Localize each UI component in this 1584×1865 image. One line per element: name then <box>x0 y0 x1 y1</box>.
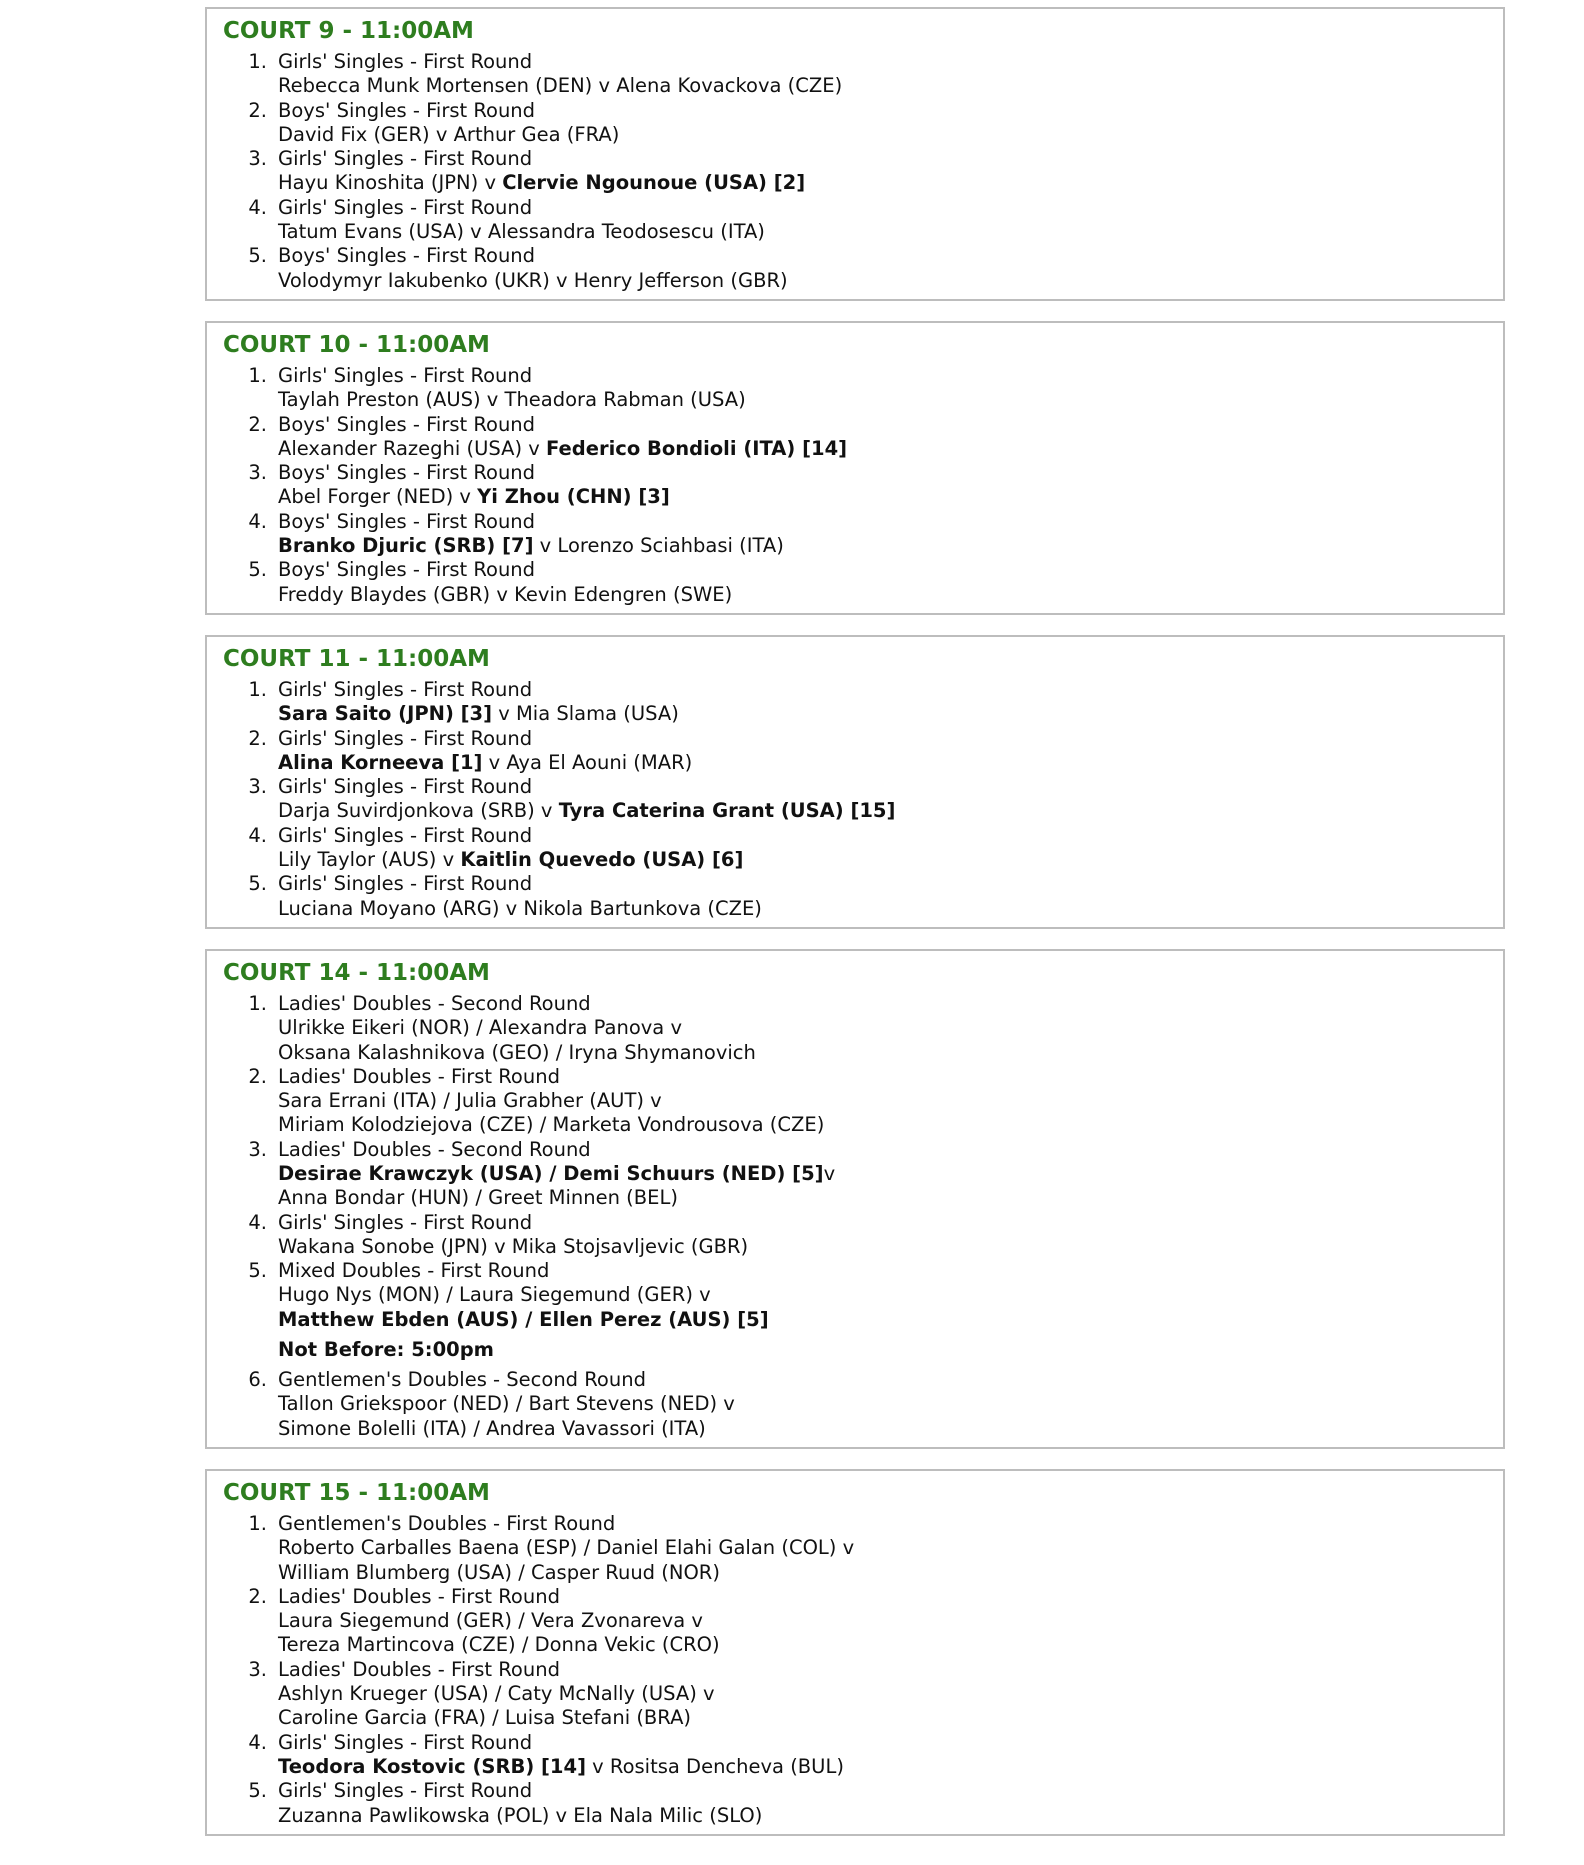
match-item <box>223 147 1487 196</box>
match-number: 3. <box>248 1137 267 1161</box>
seeded-player: Alina Korneeva [1] <box>278 750 483 774</box>
match-number: 3. <box>248 461 267 485</box>
player-text: Hayu Kinoshita (JPN) v <box>278 171 503 195</box>
match-list <box>223 1512 1487 1828</box>
match-players <box>278 171 1487 195</box>
match-item <box>223 1368 1487 1441</box>
match-list <box>223 678 1487 921</box>
match-players <box>278 74 1487 98</box>
match-details <box>278 244 1487 293</box>
player-text: Caroline Garcia (FRA) / Luisa Stefani (BRA) <box>278 1706 692 1730</box>
match-number: 5. <box>248 244 267 268</box>
match-event: Ladies' Doubles - First Round <box>278 1584 560 1608</box>
not-before-note: Not Before: 5:00pm <box>278 1338 495 1362</box>
match-players <box>278 437 1487 461</box>
match-players <box>278 1804 1487 1828</box>
player-text: v Aya El Aouni (MAR) <box>482 750 693 774</box>
match-event: Girls' Singles - First Round <box>278 147 533 171</box>
match-item <box>223 678 1487 727</box>
match-players <box>278 1113 1487 1137</box>
match-players <box>278 220 1487 244</box>
match-details <box>278 1658 1487 1731</box>
match-details <box>278 775 1487 824</box>
match-players <box>278 1682 1487 1706</box>
match-number: 2. <box>248 412 267 436</box>
match-event: Girls' Singles - First Round <box>278 363 533 387</box>
match-number: 4. <box>248 195 267 219</box>
player-text: Miriam Kolodziejova (CZE) / Marketa Vondrousova (CZE) <box>278 1113 825 1137</box>
match-details <box>278 1585 1487 1658</box>
match-players <box>278 1536 1487 1560</box>
match-event: Boys' Singles - First Round <box>278 461 536 485</box>
player-text: Luciana Moyano (ARG) v Nikola Bartunkova (CZE) <box>278 896 762 920</box>
match-item <box>223 1138 1487 1211</box>
match-details <box>278 872 1487 921</box>
match-item <box>223 510 1487 559</box>
match-players <box>278 848 1487 872</box>
player-text: Taylah Preston (AUS) v Theadora Rabman (USA) <box>278 388 746 412</box>
match-event: Gentlemen's Doubles - First Round <box>278 1511 616 1535</box>
seeded-player: Matthew Ebden (AUS) / Ellen Perez (AUS) [5] <box>278 1307 769 1331</box>
match-number: 1. <box>248 677 267 701</box>
player-text: v Rositsa Dencheva (BUL) <box>585 1754 844 1778</box>
match-event: Girls' Singles - First Round <box>278 775 533 799</box>
match-number: 5. <box>248 558 267 582</box>
match-item <box>223 992 1487 1065</box>
match-details <box>278 461 1487 510</box>
match-event: Girls' Singles - First Round <box>278 50 533 73</box>
match-number: 3. <box>248 147 267 171</box>
match-details <box>278 727 1487 776</box>
match-details <box>278 1211 1487 1260</box>
match-item <box>223 364 1487 413</box>
player-text: Darja Suvirdjonkova (SRB) v <box>278 799 559 823</box>
order-of-play <box>205 7 1505 1856</box>
seeded-player: Desirae Krawczyk (USA) / Demi Schuurs (NED) [5] <box>278 1161 824 1185</box>
match-details <box>278 992 1487 1065</box>
match-item <box>223 1779 1487 1828</box>
match-event: Ladies' Doubles - First Round <box>278 1657 560 1681</box>
match-event: Girls' Singles - First Round <box>278 872 533 896</box>
match-event: Ladies' Doubles - Second Round <box>278 1137 591 1161</box>
match-number: 3. <box>248 1657 267 1681</box>
seeded-player: Yi Zhou (CHN) [3] <box>477 485 670 509</box>
match-players <box>278 1561 1487 1585</box>
seeded-player: Branko Djuric (SRB) [7] <box>278 534 534 558</box>
match-players <box>278 897 1487 921</box>
match-details <box>278 1512 1487 1585</box>
match-number: 6. <box>248 1368 267 1392</box>
match-players <box>278 1162 1487 1186</box>
player-text: Roberto Carballes Baena (ESP) / Daniel Elahi Galan (COL) v <box>278 1536 855 1560</box>
match-event: Girls' Singles - First Round <box>278 823 533 847</box>
match-item <box>223 727 1487 776</box>
match-number: 1. <box>248 363 267 387</box>
match-item <box>223 824 1487 873</box>
match-event: Mixed Doubles - First Round <box>278 1259 550 1283</box>
match-players <box>278 1308 1487 1332</box>
player-text: Anna Bondar (HUN) / Greet Minnen (BEL) <box>278 1186 678 1210</box>
match-details <box>278 558 1487 607</box>
match-event: Ladies' Doubles - Second Round <box>278 991 591 1015</box>
match-players <box>278 1283 1487 1307</box>
match-players <box>278 485 1487 509</box>
match-number: 5. <box>248 872 267 896</box>
match-item <box>223 1731 1487 1780</box>
match-number: 2. <box>248 1584 267 1608</box>
match-players <box>278 799 1487 823</box>
match-players <box>278 702 1487 726</box>
match-item <box>223 413 1487 462</box>
player-text: Tatum Evans (USA) v Alessandra Teodosescu (ITA) <box>278 220 765 244</box>
match-number: 1. <box>248 50 267 73</box>
match-number: 1. <box>248 1511 267 1535</box>
court-title: COURT 11 - 11:00AM <box>223 645 490 672</box>
court-section <box>205 635 1505 929</box>
player-text: Wakana Sonobe (JPN) v Mika Stojsavljevic (GBR) <box>278 1234 749 1258</box>
match-players <box>278 1609 1487 1633</box>
player-text: v <box>823 1161 836 1185</box>
match-number: 2. <box>248 1064 267 1088</box>
match-list <box>223 364 1487 607</box>
match-event: Girls' Singles - First Round <box>278 726 533 750</box>
match-details <box>278 50 1487 99</box>
match-event: Boys' Singles - First Round <box>278 412 536 436</box>
match-item <box>223 1585 1487 1658</box>
match-players <box>278 123 1487 147</box>
player-text: Abel Forger (NED) v <box>278 485 478 509</box>
match-number: 5. <box>248 1259 267 1283</box>
match-details <box>278 824 1487 873</box>
seeded-player: Clervie Ngounoue (USA) [2] <box>502 171 806 195</box>
match-players <box>278 1392 1487 1416</box>
match-number: 2. <box>248 98 267 122</box>
match-item <box>223 99 1487 148</box>
player-text: Laura Siegemund (GER) / Vera Zvonareva v <box>278 1609 703 1633</box>
court-title: COURT 15 - 11:00AM <box>223 1479 490 1506</box>
match-players <box>278 1016 1487 1040</box>
match-item <box>223 196 1487 245</box>
match-number: 4. <box>248 1730 267 1754</box>
match-number: 4. <box>248 1210 267 1234</box>
match-item <box>223 244 1487 293</box>
match-details <box>278 510 1487 559</box>
match-event: Ladies' Doubles - First Round <box>278 1064 560 1088</box>
match-event: Girls' Singles - First Round <box>278 1730 533 1754</box>
match-number: 4. <box>248 509 267 533</box>
match-event: Boys' Singles - First Round <box>278 98 536 122</box>
player-text: v Lorenzo Sciahbasi (ITA) <box>533 534 784 558</box>
seeded-player: Kaitlin Quevedo (USA) [6] <box>460 848 744 872</box>
match-details <box>278 1731 1487 1780</box>
seeded-player: Tyra Caterina Grant (USA) [15] <box>558 799 896 823</box>
match-details <box>278 1065 1487 1138</box>
player-text: Tereza Martincova (CZE) / Donna Vekic (CRO) <box>278 1633 720 1657</box>
match-details <box>278 413 1487 462</box>
court-section <box>205 7 1505 301</box>
match-list <box>223 992 1487 1441</box>
match-event: Girls' Singles - First Round <box>278 1779 533 1803</box>
match-item <box>223 558 1487 607</box>
match-players <box>278 534 1487 558</box>
court-title: COURT 14 - 11:00AM <box>223 959 490 986</box>
match-details <box>278 1259 1487 1332</box>
match-players <box>278 1755 1487 1779</box>
player-text: Freddy Blaydes (GBR) v Kevin Edengren (SWE) <box>278 582 733 606</box>
match-item <box>223 1065 1487 1138</box>
match-details <box>278 99 1487 148</box>
match-item <box>223 775 1487 824</box>
match-event: Girls' Singles - First Round <box>278 677 533 701</box>
match-players <box>278 1041 1487 1065</box>
player-text: Lily Taylor (AUS) v <box>278 848 461 872</box>
player-text: Hugo Nys (MON) / Laura Siegemund (GER) v <box>278 1283 711 1307</box>
match-number: 4. <box>248 823 267 847</box>
player-text: Volodymyr Iakubenko (UKR) v Henry Jefferson (GBR) <box>278 268 788 292</box>
match-event: Boys' Singles - First Round <box>278 558 536 582</box>
court-section <box>205 1469 1505 1836</box>
match-players <box>278 751 1487 775</box>
match-item <box>223 1211 1487 1260</box>
player-text: Oksana Kalashnikova (GEO) / Iryna Shymanovich <box>278 1040 756 1064</box>
match-details <box>278 196 1487 245</box>
player-text: Alexander Razeghi (USA) v <box>278 436 547 460</box>
match-event: Gentlemen's Doubles - Second Round <box>278 1368 646 1392</box>
match-details <box>278 1779 1487 1828</box>
match-number: 3. <box>248 775 267 799</box>
match-players <box>278 583 1487 607</box>
player-text: William Blumberg (USA) / Casper Ruud (NOR) <box>278 1560 720 1584</box>
seeded-player: Federico Bondioli (ITA) [14] <box>546 436 848 460</box>
player-text: Simone Bolelli (ITA) / Andrea Vavassori (ITA) <box>278 1416 706 1440</box>
player-text: Ulrikke Eikeri (NOR) / Alexandra Panova v <box>278 1016 682 1040</box>
match-number: 1. <box>248 991 267 1015</box>
match-players <box>278 1417 1487 1441</box>
match-details <box>278 1368 1487 1441</box>
match-event: Girls' Singles - First Round <box>278 1210 533 1234</box>
court-title: COURT 9 - 11:00AM <box>223 18 474 44</box>
court-section <box>205 321 1505 615</box>
player-text: Ashlyn Krueger (USA) / Caty McNally (USA) v <box>278 1682 715 1706</box>
seeded-player: Teodora Kostovic (SRB) [14] <box>278 1754 586 1778</box>
match-number: 5. <box>248 1779 267 1803</box>
match-details <box>278 1138 1487 1211</box>
player-text: v Mia Slama (USA) <box>492 702 679 726</box>
match-players <box>278 269 1487 293</box>
match-players <box>278 1706 1487 1730</box>
match-event: Boys' Singles - First Round <box>278 509 536 533</box>
player-text: Sara Errani (ITA) / Julia Grabher (AUT) v <box>278 1089 662 1113</box>
match-event: Girls' Singles - First Round <box>278 195 533 219</box>
match-item <box>223 872 1487 921</box>
player-text: Rebecca Munk Mortensen (DEN) v Alena Kovackova (CZE) <box>278 74 843 98</box>
match-players <box>278 1186 1487 1210</box>
match-item <box>223 1259 1487 1332</box>
match-details <box>278 678 1487 727</box>
match-event: Boys' Singles - First Round <box>278 244 536 268</box>
player-text: Zuzanna Pawlikowska (POL) v Ela Nala Milic (SLO) <box>278 1803 763 1827</box>
match-details <box>278 147 1487 196</box>
match-item <box>223 1512 1487 1585</box>
match-players <box>278 1633 1487 1657</box>
match-item <box>223 1658 1487 1731</box>
court-section <box>205 949 1505 1449</box>
match-players <box>278 1089 1487 1113</box>
seeded-player: Sara Saito (JPN) [3] <box>278 702 493 726</box>
player-text: Tallon Griekspoor (NED) / Bart Stevens (NED) v <box>278 1392 735 1416</box>
match-players <box>278 1235 1487 1259</box>
match-details <box>278 364 1487 413</box>
match-number: 2. <box>248 726 267 750</box>
match-item <box>223 461 1487 510</box>
match-players <box>278 388 1487 412</box>
match-item <box>223 50 1487 99</box>
match-list <box>223 50 1487 293</box>
player-text: David Fix (GER) v Arthur Gea (FRA) <box>278 122 620 146</box>
court-title: COURT 10 - 11:00AM <box>223 331 490 358</box>
